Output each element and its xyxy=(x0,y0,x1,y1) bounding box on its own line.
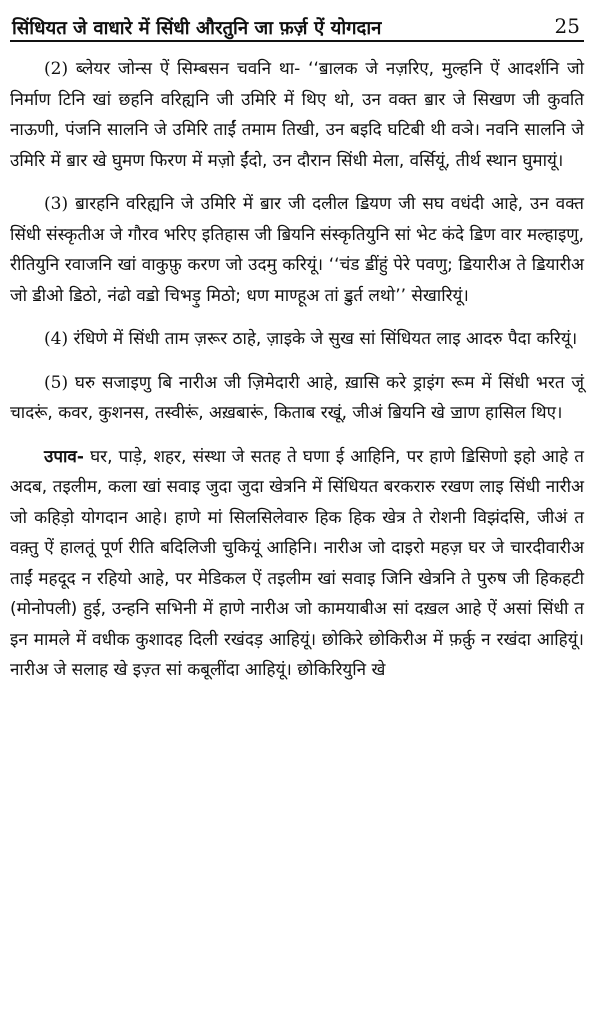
paragraph-point-2 xyxy=(10,54,584,176)
paragraph-text: ॿारहनि वरिह्यनि जे उमिरि में ॿार जी दलील ॾियण जी सघ वधंदी आहे, उन वक्त सिंधी संस्कृतीअ जे गौरव भरिए इतिहास जी ॿियनि संस्कृतियुनि सां भेट कंदे ॾिण वार मल्हाइणु, रीतियुनि रवाजनि खां वाकुफ़ु करण जो उदमु करियूं। ‘‘चंड ॾींहुं पेरे पवणु; ॾियारीअ ते ॾियारीअ जो ॾीओ ॾिठो, नंढो वॾो चिभड़ु मिठो; धण माण्हूअ तां ॾुर्त लथो’’ सेखारियूं। xyxy=(10,194,584,306)
point-number: (3) xyxy=(44,194,69,214)
point-number: (4) xyxy=(44,329,69,349)
paragraph-point-5 xyxy=(10,368,584,429)
paragraph-text: घर, पाड़े, शहर, संस्था जे सतह ते घणा ई आहिनि, पर हाणे ॾिसिणो इहो आहे त अदब, तइलीम, कला खां सवाइ जुदा जुदा खेत्रनि में सिंधियत बरकरारु रखण लाइ सिंधी नारीअ जो कहिड़ो योगदान आहे। हाणे मां सिलसिलेवारु हिक हिक खेत्र ते रोशनी विझंदसि, जीअं त वक़्तु ऐं हालतूं पूर्ण रीति बदिलिजी चुकियूं आहिनि। नारीअ जो दाइरो महज़ घर जे चारदीवारीअ ताईं महदूद न रहियो आहे, पर मेडिकल ऐं तइलीम खां सवाइ जिनि खेत्रनि ते पुरुष जी हिकहटी (मोनोपली) हुई, उन्हनि सभिनी में हाणे नारीअ जो कामयाबीअ सां दख़ल आहे ऐं असां सिंधी त इन मामले में वधीक कुशादह दिली रखंदड़ आहियूं। छोकिरे छोकिरीअ में फ़र्क़ु न रखंदा आहियूं। नारीअ जे सलाह खे इज़्त सां कबूलींदा आहियूं। छोकिरियुनि खे xyxy=(10,446,584,680)
paragraph-point-3 xyxy=(10,189,584,311)
paragraph-text: ब्लेयर जोन्स ऐं सिम्बसन चवनि था- ‘‘ॿालक जे नज़रिए, मुल्हनि ऐं आदर्शनि जो निर्माण टिनि खां छहनि वरिह्यनि जी उमिरि में थिए थो, उन वक्त ॿार जे सिखण जी कुवति नाऊणी, पंजनि सालनि जे उमिरि ताईं तमाम तिखी, उन बइदि घटिबी थी वञे। नवनि सालनि जे उमिरि में ॿार खे घुमण फिरण में मज़ो ईंदो, उन दौरान सिंधी मेला, वर्सियूं, तीर्थ स्थान घुमायूं। xyxy=(10,59,584,171)
point-number: (2) xyxy=(44,59,69,79)
section-heading: उपाव- xyxy=(44,446,84,467)
running-title: सिंधियत जे वाधारे में सिंधी औरतुनि जा फ़र्ज़ ऐं योगदान xyxy=(12,18,382,39)
paragraph-remedies xyxy=(10,442,584,686)
page-number: 25 xyxy=(554,14,580,38)
paragraph-text: रंधिणे में सिंधी ताम ज़रूर ठाहे, ज़ाइके जे सुख सां सिंधियत लाइ आदरु पैदा करियूं। xyxy=(68,329,578,349)
point-number: (5) xyxy=(44,372,69,393)
paragraph-text: घरु सजाइणु बि नारीअ जी ज़िमेदारी आहे, ख़ासि करे ड्राइंग रूम में सिंधी भरत जूं चादरूं, कवर, कुशनस, तस्वीरूं, अख़बारूं, किताब रखूं, जीअं ॿियनि खे ॼाण हासिल थिए। xyxy=(10,372,584,423)
running-header xyxy=(10,14,584,42)
paragraph-point-4 xyxy=(10,324,584,355)
